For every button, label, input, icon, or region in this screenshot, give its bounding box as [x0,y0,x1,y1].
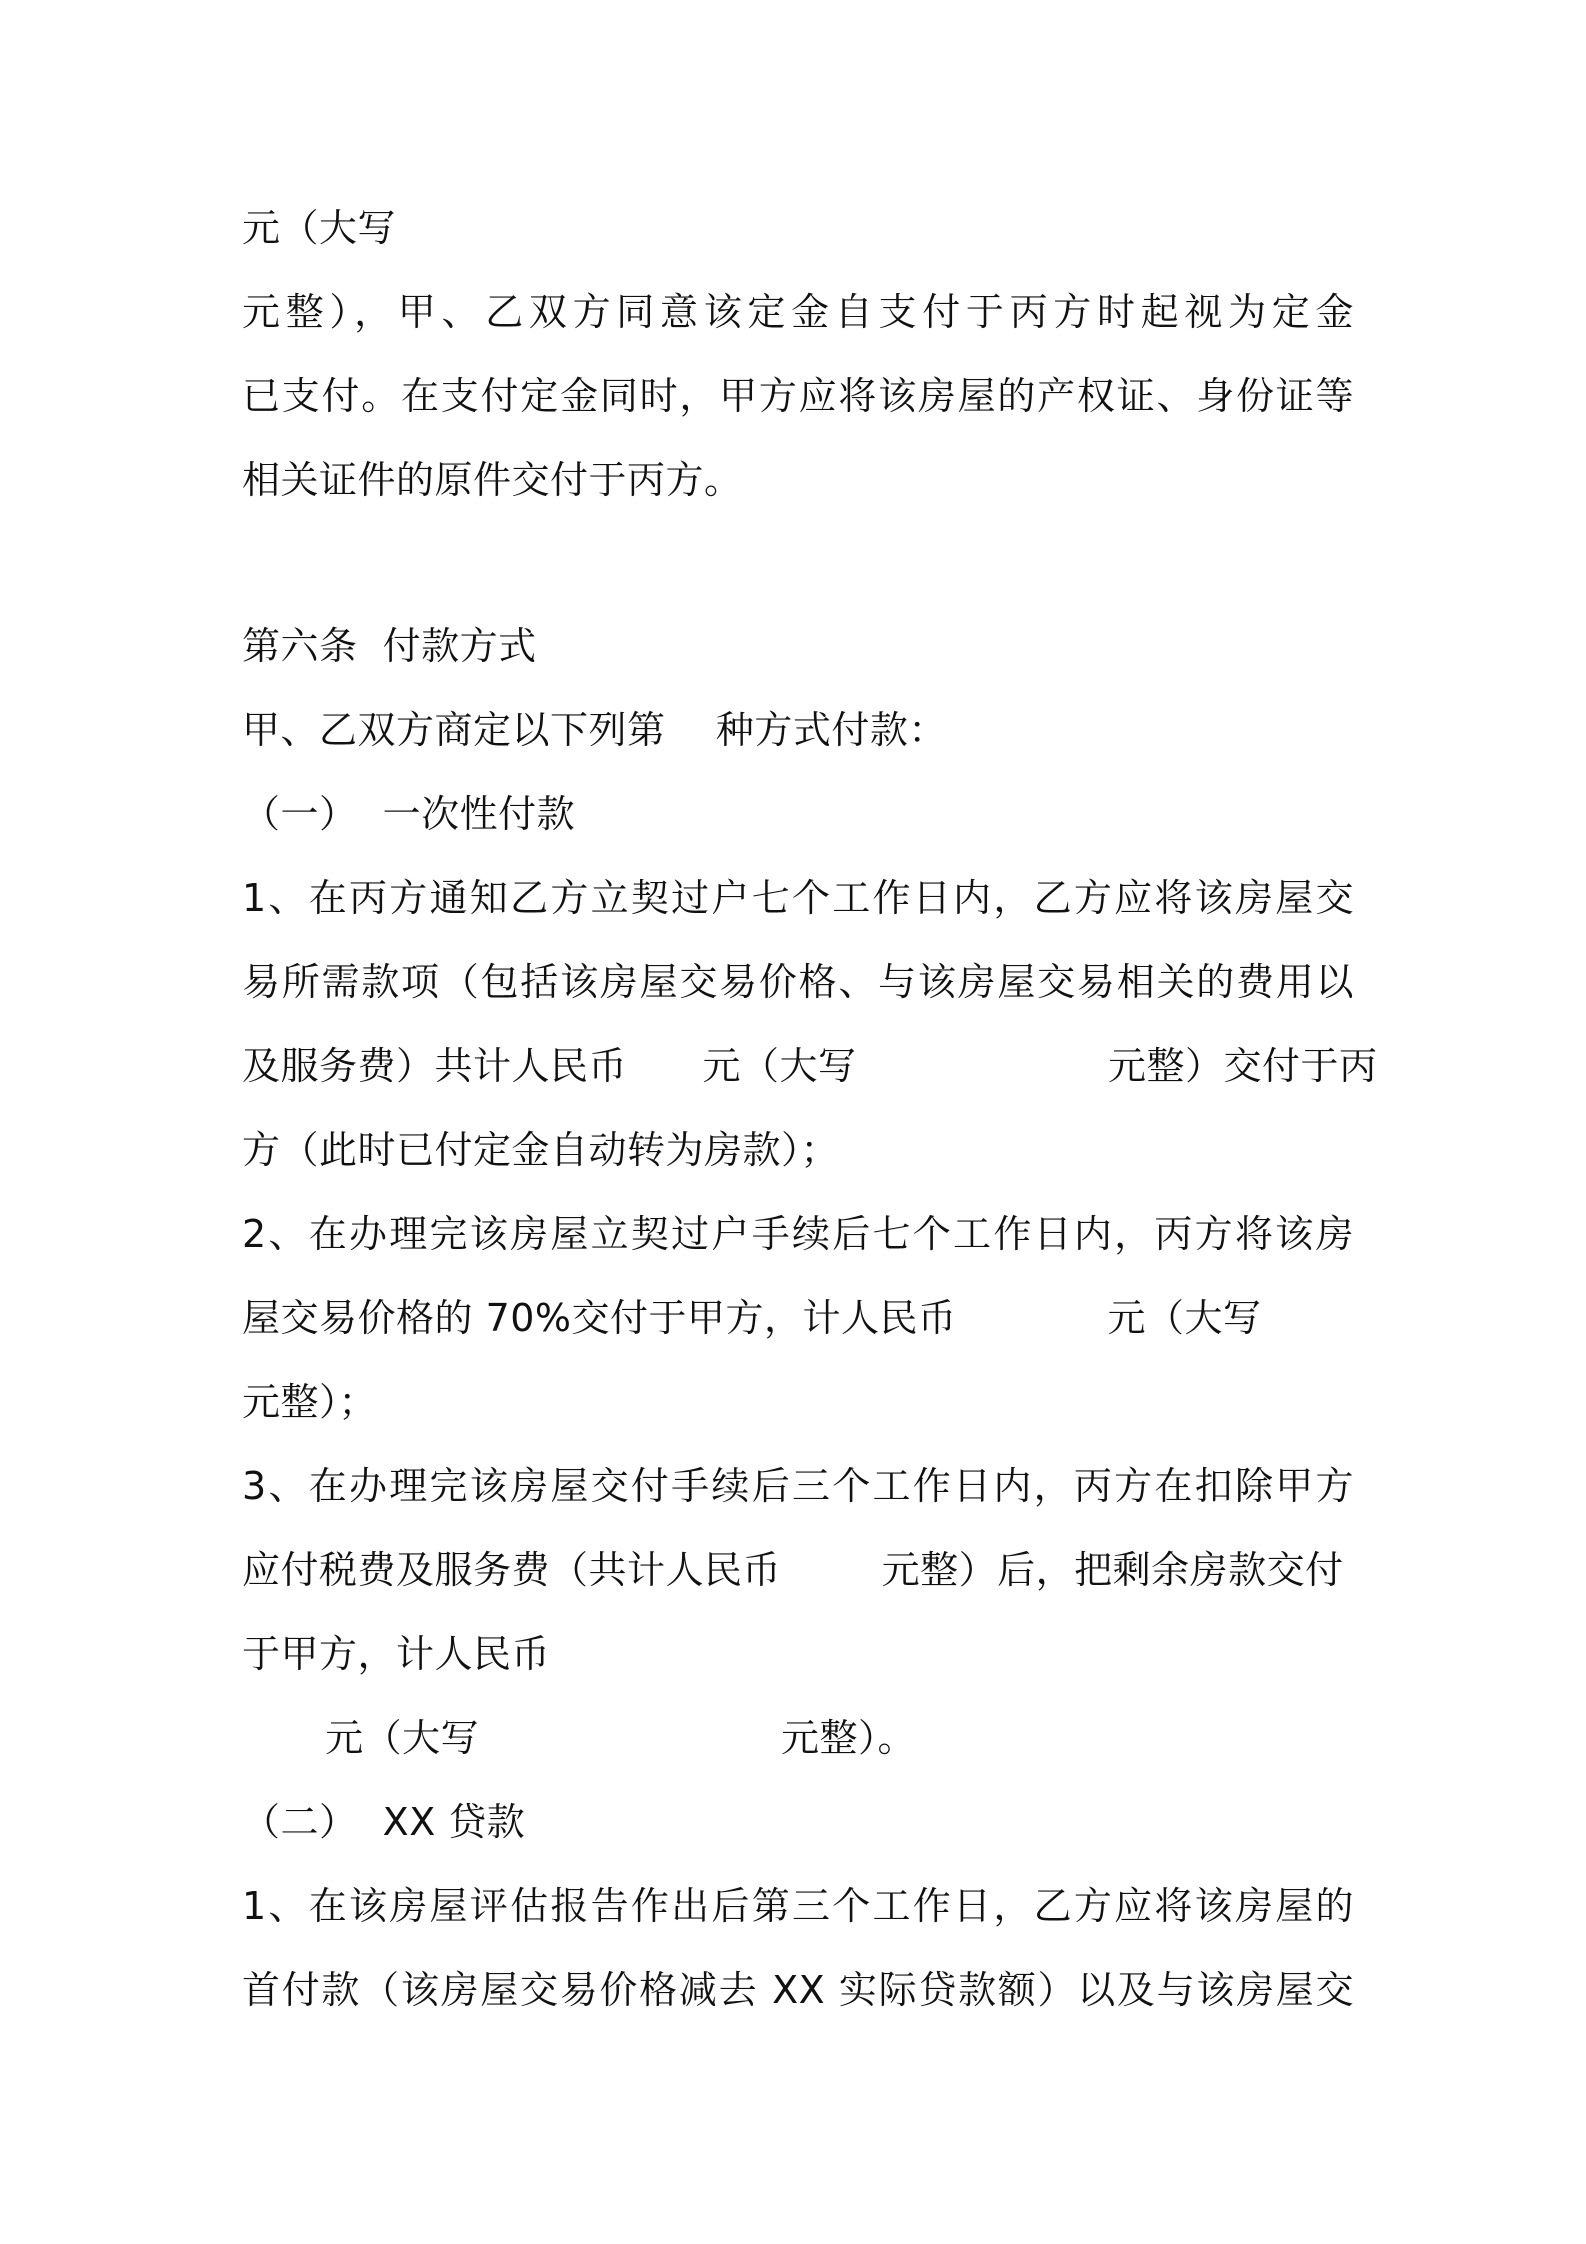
subsection-heading-1: （一） 一次性付款 [242,792,576,836]
text-line-3: 已支付。在支付定金同时，甲方应将该房屋的产权证、身份证等 [242,374,1354,418]
subsection-heading-2: （二） XX 贷款 [242,1800,526,1844]
text-line-14: 元整）； [242,1380,378,1424]
text-line-8: 1、在丙方通知乙方立契过户七个工作日内，乙方应将该房屋交 [242,876,1354,920]
text-line-11: 方（此时已付定金自动转为房款）； [242,1128,840,1172]
text-line-21: 首付款（该房屋交易价格减去 XX 实际贷款额）以及与该房屋交 [242,1968,1354,2012]
text-line-15: 3、在办理完该房屋交付手续后三个工作日内，丙方在扣除甲方 [242,1464,1354,1508]
text-line-2: 元整），甲、乙双方同意该定金自支付于丙方时起视为定金 [242,290,1354,334]
text-line-16: 应付税费及服务费（共计人民币 元整）后，把剩余房款交付 [242,1548,1344,1592]
text-line-4: 相关证件的原件交付于丙方。 [242,458,743,502]
text-line-20: 1、在该房屋评估报告作出后第三个工作日，乙方应将该房屋的 [242,1884,1354,1928]
text-line-6: 甲、乙双方商定以下列第 种方式付款： [242,708,947,752]
text-line-17: 于甲方，计人民币 [242,1632,551,1676]
text-line-9: 易所需款项（包括该房屋交易价格、与该房屋交易相关的费用以 [242,960,1354,1004]
text-line-18: 元（大写 元整）。 [300,1716,917,1760]
text-line-10: 及服务费）共计人民币 元（大写 元整）交付于丙 [242,1044,1378,1088]
text-line-12: 2、在办理完该房屋立契过户手续后七个工作日内，丙方将该房 [242,1212,1354,1256]
text-line-13: 屋交易价格的 70%交付于甲方，计人民币 元（大写 [242,1296,1262,1340]
text-line-1: 元（大写 [242,206,397,250]
section-heading: 第六条 付款方式 [242,624,537,668]
